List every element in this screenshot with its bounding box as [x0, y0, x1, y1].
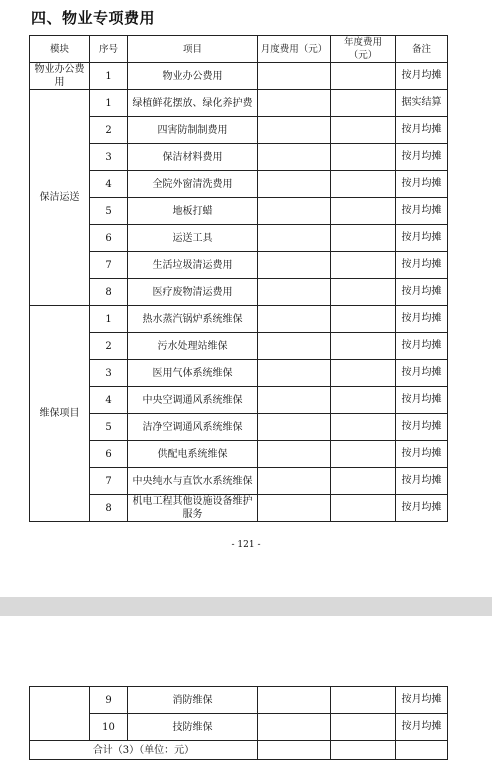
- item-cell: 机电工程其他设施设备维护服务: [128, 495, 258, 522]
- serial-number-cell: 5: [90, 414, 128, 441]
- annual-total-cell: [331, 741, 396, 760]
- item-cell: 全院外窗清洗费用: [128, 171, 258, 198]
- serial-number-cell: 1: [90, 90, 128, 117]
- total-row: [30, 741, 448, 760]
- monthly-fee-cell: [258, 225, 331, 252]
- table-row: [30, 360, 448, 387]
- item-cell: 中央纯水与直饮水系统维保: [128, 468, 258, 495]
- table-row: [30, 414, 448, 441]
- note-cell: 按月均摊: [396, 279, 448, 306]
- item-cell: 污水处理站维保: [128, 333, 258, 360]
- item-cell: 医用气体系统维保: [128, 360, 258, 387]
- table-row: [30, 495, 448, 522]
- note-cell: 据实结算: [396, 90, 448, 117]
- note-cell: 按月均摊: [396, 360, 448, 387]
- monthly-fee-cell: [258, 360, 331, 387]
- item-cell: 洁净空调通风系统维保: [128, 414, 258, 441]
- item-cell: 热水蒸汽锅炉系统维保: [128, 306, 258, 333]
- annual-fee-cell: [331, 117, 396, 144]
- monthly-fee-cell: [258, 63, 331, 90]
- table-row: [30, 441, 448, 468]
- column-header: 备注: [396, 36, 448, 63]
- note-cell: 按月均摊: [396, 714, 448, 741]
- table-row: [30, 63, 448, 90]
- column-header: 序号: [90, 36, 128, 63]
- serial-number-cell: 7: [90, 468, 128, 495]
- note-cell: 按月均摊: [396, 252, 448, 279]
- annual-fee-cell: [331, 387, 396, 414]
- item-cell: 中央空调通风系统维保: [128, 387, 258, 414]
- section-heading: 四、物业专项费用: [31, 9, 156, 27]
- table-row: [30, 198, 448, 225]
- table-row: [30, 144, 448, 171]
- module-cell: 物业办公费用: [30, 63, 90, 90]
- serial-number-cell: 2: [90, 117, 128, 144]
- annual-fee-cell: [331, 414, 396, 441]
- serial-number-cell: 8: [90, 279, 128, 306]
- table-row: [30, 252, 448, 279]
- annual-fee-cell: [331, 90, 396, 117]
- annual-fee-cell: [331, 198, 396, 225]
- monthly-fee-cell: [258, 414, 331, 441]
- note-cell: 按月均摊: [396, 306, 448, 333]
- monthly-fee-cell: [258, 333, 331, 360]
- monthly-fee-cell: [258, 279, 331, 306]
- item-cell: 消防维保: [128, 687, 258, 714]
- item-cell: 四害防制制费用: [128, 117, 258, 144]
- note-cell: 按月均摊: [396, 414, 448, 441]
- page-number: - 121 -: [231, 540, 261, 550]
- annual-fee-cell: [331, 360, 396, 387]
- annual-fee-cell: [331, 279, 396, 306]
- serial-number-cell: 7: [90, 252, 128, 279]
- annual-fee-cell: [331, 144, 396, 171]
- monthly-fee-cell: [258, 252, 331, 279]
- serial-number-cell: 6: [90, 441, 128, 468]
- annual-fee-cell: [331, 306, 396, 333]
- monthly-fee-cell: [258, 117, 331, 144]
- monthly-fee-cell: [258, 198, 331, 225]
- monthly-fee-cell: [258, 468, 331, 495]
- note-cell: [396, 741, 448, 760]
- note-cell: 按月均摊: [396, 144, 448, 171]
- item-cell: 运送工具: [128, 225, 258, 252]
- note-cell: 按月均摊: [396, 198, 448, 225]
- column-header: 年度费用（元）: [331, 36, 396, 63]
- annual-fee-cell: [331, 333, 396, 360]
- annual-fee-cell: [331, 495, 396, 522]
- monthly-fee-cell: [258, 441, 331, 468]
- monthly-fee-cell: [258, 714, 331, 741]
- table-row: [30, 171, 448, 198]
- module-cell: 维保项目: [30, 306, 90, 522]
- annual-fee-cell: [331, 441, 396, 468]
- monthly-fee-cell: [258, 495, 331, 522]
- total-label-cell: 合计（3）（单位：元）: [30, 741, 258, 760]
- item-cell: 保洁材料费用: [128, 144, 258, 171]
- serial-number-cell: 9: [90, 687, 128, 714]
- note-cell: 按月均摊: [396, 468, 448, 495]
- table-row: [30, 117, 448, 144]
- fee-table: [29, 35, 448, 522]
- serial-number-cell: 10: [90, 714, 128, 741]
- note-cell: 按月均摊: [396, 63, 448, 90]
- serial-number-cell: 4: [90, 387, 128, 414]
- monthly-fee-cell: [258, 387, 331, 414]
- annual-fee-cell: [331, 252, 396, 279]
- table-row: [30, 306, 448, 333]
- serial-number-cell: 8: [90, 495, 128, 522]
- table-row: [30, 387, 448, 414]
- monthly-fee-cell: [258, 687, 331, 714]
- module-cell: 保洁运送: [30, 90, 90, 306]
- annual-fee-cell: [331, 714, 396, 741]
- monthly-total-cell: [258, 741, 331, 760]
- table-row: [30, 468, 448, 495]
- serial-number-cell: 1: [90, 63, 128, 90]
- monthly-fee-cell: [258, 306, 331, 333]
- column-header: 模块: [30, 36, 90, 63]
- serial-number-cell: 5: [90, 198, 128, 225]
- page-separator: [0, 597, 492, 616]
- serial-number-cell: 2: [90, 333, 128, 360]
- item-cell: 地板打蜡: [128, 198, 258, 225]
- table-row: [30, 279, 448, 306]
- note-cell: 按月均摊: [396, 687, 448, 714]
- annual-fee-cell: [331, 171, 396, 198]
- note-cell: 按月均摊: [396, 441, 448, 468]
- column-header: 项目: [128, 36, 258, 63]
- table-row: [30, 714, 448, 741]
- item-cell: 绿植鲜花摆放、绿化养护费: [128, 90, 258, 117]
- fee-table-continued: [29, 686, 448, 760]
- note-cell: 按月均摊: [396, 387, 448, 414]
- item-cell: 供配电系统维保: [128, 441, 258, 468]
- note-cell: 按月均摊: [396, 225, 448, 252]
- item-cell: 生活垃圾清运费用: [128, 252, 258, 279]
- note-cell: 按月均摊: [396, 495, 448, 522]
- annual-fee-cell: [331, 468, 396, 495]
- serial-number-cell: 3: [90, 360, 128, 387]
- item-cell: 物业办公费用: [128, 63, 258, 90]
- table-row: [30, 90, 448, 117]
- table-row: [30, 225, 448, 252]
- note-cell: 按月均摊: [396, 117, 448, 144]
- annual-fee-cell: [331, 687, 396, 714]
- monthly-fee-cell: [258, 171, 331, 198]
- monthly-fee-cell: [258, 144, 331, 171]
- module-cell: [30, 687, 90, 741]
- note-cell: 按月均摊: [396, 171, 448, 198]
- monthly-fee-cell: [258, 90, 331, 117]
- item-cell: 医疗废物清运费用: [128, 279, 258, 306]
- item-cell: 技防维保: [128, 714, 258, 741]
- column-header: 月度费用（元）: [258, 36, 331, 63]
- serial-number-cell: 4: [90, 171, 128, 198]
- annual-fee-cell: [331, 63, 396, 90]
- table-row: [30, 333, 448, 360]
- annual-fee-cell: [331, 225, 396, 252]
- note-cell: 按月均摊: [396, 333, 448, 360]
- table-header-row: [30, 36, 448, 63]
- table-row: [30, 687, 448, 714]
- serial-number-cell: 6: [90, 225, 128, 252]
- serial-number-cell: 3: [90, 144, 128, 171]
- serial-number-cell: 1: [90, 306, 128, 333]
